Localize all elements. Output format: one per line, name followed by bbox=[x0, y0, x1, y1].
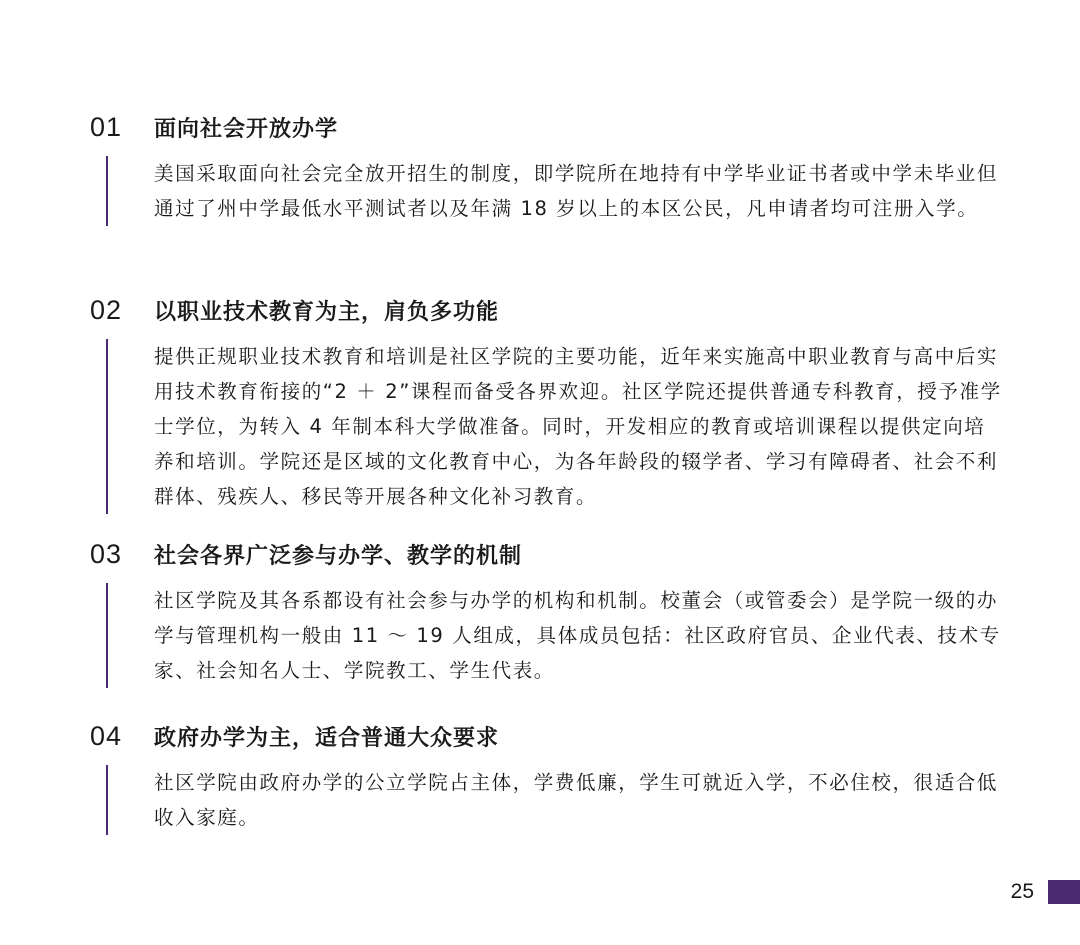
section-title: 社会各界广泛参与办学、教学的机制 bbox=[154, 543, 523, 569]
page-number: 25 bbox=[1010, 880, 1034, 903]
section-number: 04 bbox=[90, 720, 123, 751]
section-body bbox=[90, 583, 1010, 688]
section-title: 面向社会开放办学 bbox=[154, 116, 339, 142]
section-title: 以职业技术教育为主，肩负多功能 bbox=[154, 299, 500, 325]
section-accent-bar bbox=[106, 339, 108, 514]
section-01 bbox=[90, 110, 1010, 226]
section-accent-bar bbox=[106, 583, 108, 688]
section-04 bbox=[90, 719, 1010, 835]
section-number: 02 bbox=[90, 294, 123, 325]
section-paragraph: 美国采取面向社会完全放开招生的制度，即学院所在地持有中学毕业证书者或中学未毕业但通过了州中学最低水平测试者以及年满 18 岁以上的本区公民，凡申请者均可注册入学。 bbox=[154, 162, 999, 220]
page-number-block bbox=[1048, 880, 1080, 904]
section-03 bbox=[90, 537, 1010, 688]
section-body bbox=[90, 339, 1010, 514]
section-body bbox=[90, 156, 1010, 226]
section-title: 政府办学为主，适合普通大众要求 bbox=[154, 725, 500, 751]
section-paragraph: 社区学院由政府办学的公立学院占主体，学费低廉，学生可就近入学，不必住校，很适合低收入家庭。 bbox=[154, 771, 999, 829]
section-02 bbox=[90, 293, 1010, 514]
section-header bbox=[90, 719, 1010, 753]
section-header bbox=[90, 110, 1010, 144]
section-header bbox=[90, 537, 1010, 571]
section-number: 03 bbox=[90, 538, 123, 569]
section-accent-bar bbox=[106, 765, 108, 835]
section-paragraph: 社区学院及其各系都设有社会参与办学的机构和机制。校董会（或管委会）是学院一级的办学与管理机构一般由 11 ～ 19 人组成，具体成员包括：社区政府官员、企业代表、技术专家、社会知名人士、学院教工、学生代表。 bbox=[154, 589, 1001, 682]
section-number: 01 bbox=[90, 111, 123, 142]
section-header bbox=[90, 293, 1010, 327]
section-body bbox=[90, 765, 1010, 835]
section-paragraph: 提供正规职业技术教育和培训是社区学院的主要功能，近年来实施高中职业教育与高中后实用技术教育衔接的“2 ＋ 2”课程而备受各界欢迎。社区学院还提供普通专科教育，授予准学士学位，为转入 4 年制本科大学做准备。同时，开发相应的教育或培训课程以提供定向培养和培训。学院还是区域的文化教育中心，为各年龄段的辍学者、学习有障碍者、社会不利群体、残疾人、移民等开展各种文化补习教育。 bbox=[154, 345, 1002, 508]
section-accent-bar bbox=[106, 156, 108, 226]
